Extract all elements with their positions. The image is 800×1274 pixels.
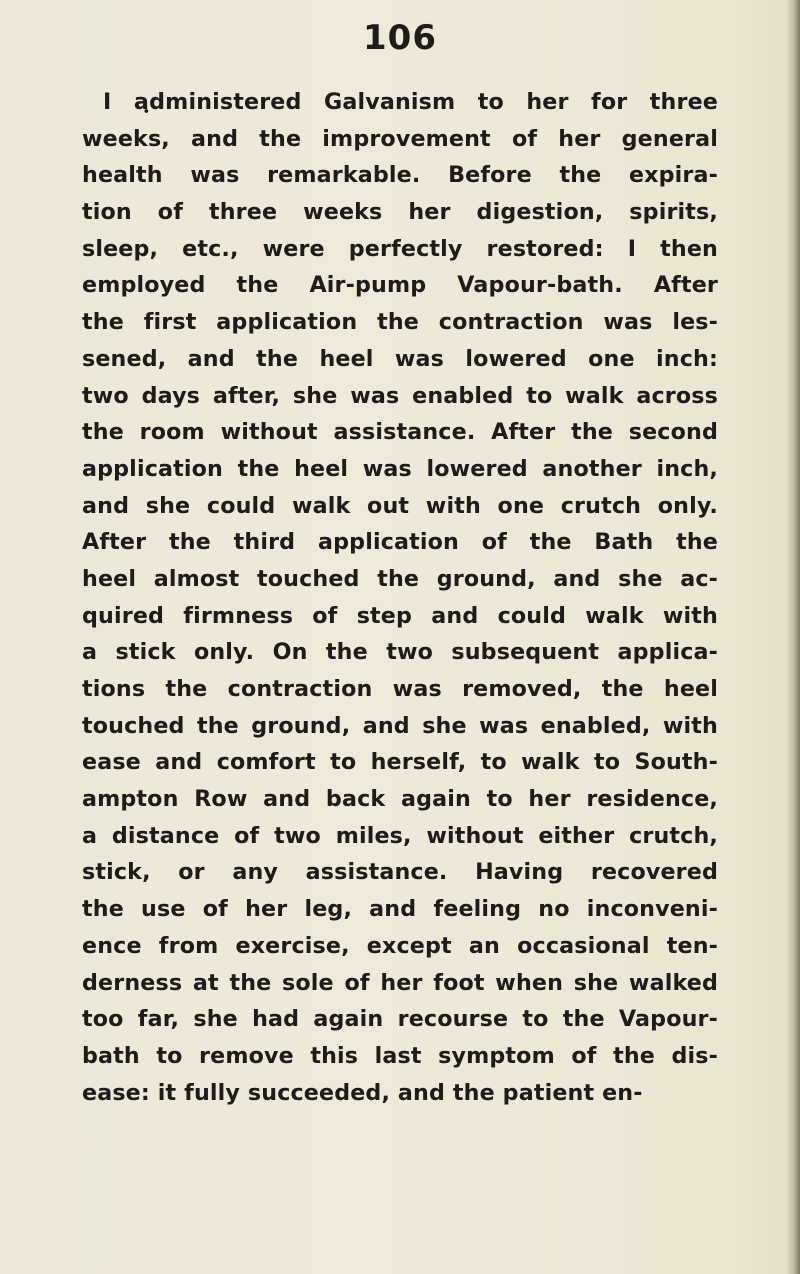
text-line: the room without assistance. After the second xyxy=(82,419,718,446)
text-line: application the heel was lowered another inch, xyxy=(82,455,718,482)
text-line: heel almost touched the ground, and she ac- xyxy=(82,565,718,592)
text-line: a distance of two miles, without either crutch, xyxy=(82,822,718,849)
text-line: the use of her leg, and feeling no inconveni- xyxy=(82,896,718,923)
page-edge-shadow xyxy=(786,0,800,1274)
text-line: tion of three weeks her digestion, spirits, xyxy=(82,199,718,226)
text-line: employed the Air-pump Vapour-bath. After xyxy=(82,272,718,299)
text-line: tions the contraction was removed, the heel xyxy=(82,676,718,702)
text-line: too far, she had again recourse to the Vapour- xyxy=(82,1006,718,1033)
text-line: derness at the sole of her foot when she walked xyxy=(82,969,718,996)
text-line: ence from exercise, except an occasional ten- xyxy=(82,932,718,959)
text-line: touched the ground, and she was enabled, with xyxy=(82,712,718,739)
text-line: two days after, she was enabled to walk across xyxy=(82,382,718,409)
text-line: the first application the contraction was les- xyxy=(82,309,718,336)
text-line: ease: it fully succeeded, and the patient en- xyxy=(82,1079,643,1106)
text-line: ease and comfort to herself, to walk to South- xyxy=(82,749,718,776)
text-line: sened, and the heel was lowered one inch: xyxy=(82,345,718,372)
text-line: sleep, etc., were perfectly restored: I then xyxy=(82,235,718,262)
text-line: After the third application of the Bath the xyxy=(82,529,718,556)
text-line: weeks, and the improvement of her general xyxy=(82,125,718,152)
text-line: ampton Row and back again to her residence, xyxy=(82,786,718,813)
text-line: quired firmness of step and could walk with xyxy=(82,602,718,629)
text-line: stick, or any assistance. Having recovered xyxy=(82,859,718,886)
text-line: I aฺdministered Galvanism to her for three xyxy=(103,89,718,115)
text-line: and she could walk out with one crutch only. xyxy=(82,492,718,519)
body-text xyxy=(82,84,718,1111)
text-line: bath to remove this last symptom of the dis- xyxy=(82,1042,718,1069)
text-line: a stick only. On the two subsequent applica- xyxy=(82,639,718,666)
text-line: health was remarkable. Before the expira- xyxy=(82,162,718,189)
page-number: 106 xyxy=(363,18,437,58)
